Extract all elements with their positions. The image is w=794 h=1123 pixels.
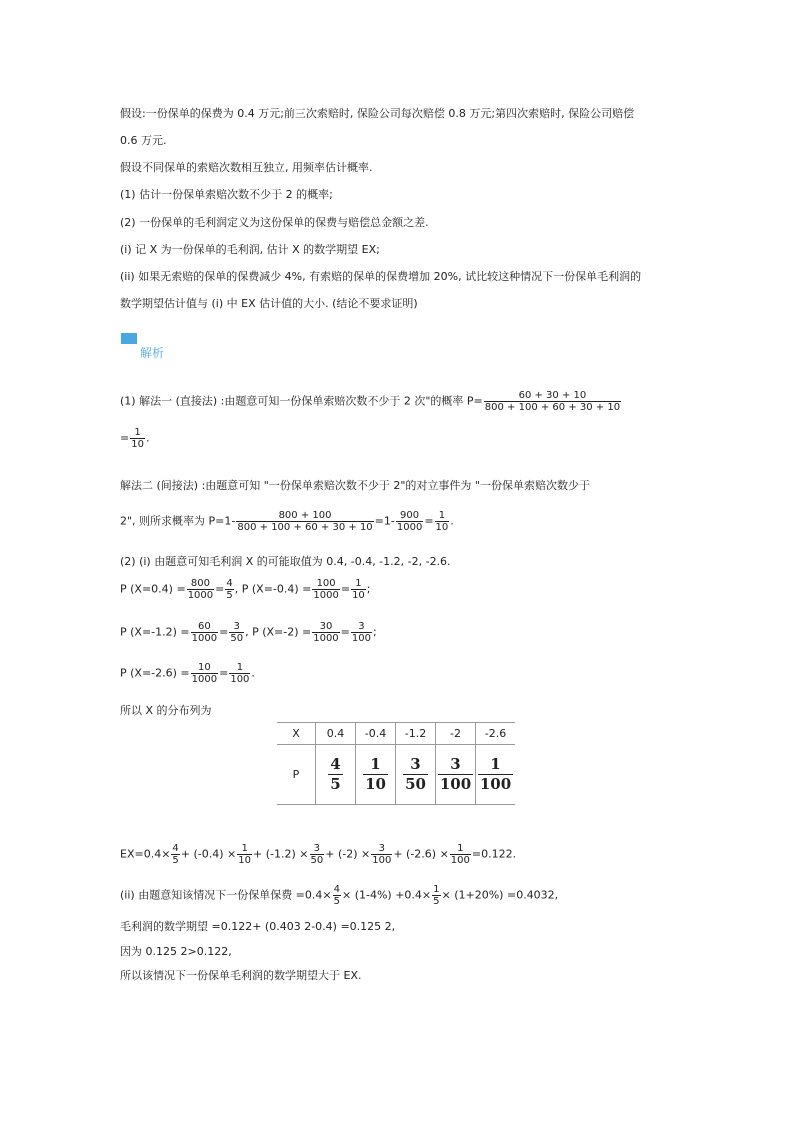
method-2-fraction-3 [435,510,450,533]
fraction-numerator: 3 [358,621,365,632]
fraction-denominator: 100 [372,855,392,866]
fraction-numerator: 1 [355,578,362,589]
question-2-ii-line-1: (ii) 如果无索赔的保单的保费减少 4%, 有索赔的保单的保费增加 20%, 试比较这种情况下一份保单毛利润的 [120,270,642,283]
assumption-line-3: 假设不同保单的索赔次数相互独立, 用频率估计概率. [120,161,373,174]
table-cell-p [476,745,516,805]
fraction-denominator: 10 [435,522,449,533]
fraction-denominator: 10 [365,775,386,793]
expression-text: EX=0.4× [120,847,171,861]
fraction-denominator: 10 [238,855,252,866]
table-cell-x: -2 [436,723,476,745]
fraction-numerator: 3 [233,621,240,632]
probability-label: P (X=-2.6) = [120,666,190,680]
fraction-denominator: 50 [310,855,324,866]
fraction-denominator: 800 + 100 + 60 + 30 + 10 [237,522,373,533]
probability-fraction [191,621,218,644]
equals-sign: = [219,666,229,680]
probability-fraction [351,578,366,601]
equals-sign: = [219,625,229,639]
fraction-numerator: 4 [333,884,340,895]
heading-marker-icon [121,333,137,344]
fraction-denominator: 1000 [313,633,339,644]
expression-text: + (-2.6) × [393,847,449,861]
equals-sign: = [120,431,130,445]
table-cell-x: 0.4 [316,723,356,745]
fraction-numerator: 1 [236,662,244,673]
fraction-denominator: 5 [172,855,179,866]
separator: ; [366,582,371,596]
expression-fraction [333,884,341,907]
fraction-numerator: 3 [410,755,421,773]
fraction-numerator: 1 [134,427,141,438]
fraction-denominator: 100 [450,855,470,866]
probability-label: P (X=0.4) = [120,582,186,596]
separator: ; [372,625,377,639]
equals-sign: = [215,582,225,596]
fraction-numerator: 60 [198,621,211,632]
fraction-denominator: 5 [226,590,233,601]
probability-label: P (X=-2) = [252,625,312,639]
equals-sign: = [340,582,351,596]
method-1-text: (1) 解法一 (直接法) :由题意可知一份保单索赔次数不少于 2 次"的概率 P= [120,394,483,408]
fraction-numerator: 1 [438,510,446,521]
fraction-denominator: 1000 [191,633,218,644]
question-2-ii-line-2: 数学期望估计值与 (i) 中 EX 估计值的大小. (结论不要求证明) [120,297,418,310]
expression-text: (ii) 由题意知该情况下一份保单保费 =0.4× [120,888,332,902]
fraction-numerator: 3 [313,843,321,854]
expectation-line [120,843,516,866]
result-fraction [130,427,145,450]
method-1-line [120,390,622,413]
method-2-fraction [236,510,373,533]
fraction-numerator: 3 [450,755,461,773]
expression-fraction [450,843,471,866]
conclusion: 所以该情况下一份保单毛利润的数学期望大于 EX. [120,969,362,982]
probability-fraction [312,621,339,644]
fraction-denominator: 5 [433,896,440,907]
fraction-denominator: 50 [405,775,426,793]
expression-text: =0.122. [471,847,517,861]
expression-fraction [237,843,252,866]
probability-line-1 [120,578,371,601]
fraction-numerator: 60 + 30 + 10 [518,390,587,401]
fraction-denominator: 50 [230,633,244,644]
table-cell-x: -1.2 [396,723,436,745]
equals-sign: = [340,625,350,639]
fraction-numerator: 4 [172,843,179,854]
method-2-line-1: 解法二 (间接法) :由题意可知 "一份保单索赔次数不少于 2"的对立事件为 "一份保单索赔次数少于 [120,479,590,492]
fraction-numerator: 4 [330,755,341,773]
fraction-denominator: 1000 [396,522,423,533]
table-header-x: X [277,723,316,745]
part-2-ii-line [120,884,558,907]
fraction-denominator: 100 [479,775,512,793]
fraction-denominator: 5 [330,775,341,793]
expression-fraction [432,884,440,907]
method-2-line-2 [120,510,454,533]
probability-fraction [229,662,250,685]
period: . [450,514,454,528]
table-cell-x: -0.4 [356,723,396,745]
fraction-numerator: 800 [190,578,210,589]
question-1: (1) 估计一份保单索赔次数不少于 2 的概率; [120,188,333,201]
fraction-numerator: 1 [433,884,440,895]
table-cell-p [436,745,476,805]
method-2-prefix: 2", 则所求概率为 P=1- [120,514,236,528]
probability-label: P (X=-0.4) = [241,582,312,596]
probability-line-3 [120,662,255,685]
fraction-numerator: 1 [241,843,248,854]
fraction-denominator: 1000 [313,590,339,601]
expression-fraction [371,843,392,866]
fraction-numerator: 30 [319,621,333,632]
fraction-denominator: 100 [439,775,472,793]
separator: , [234,582,242,596]
probability-fraction [229,621,244,644]
table-row-p [277,745,515,805]
fraction-numerator: 1 [457,843,464,854]
probability-fraction [187,578,214,601]
method-2-fraction-2 [396,510,423,533]
probability-fraction [191,662,218,685]
comparison: 因为 0.125 2>0.122, [120,945,232,958]
fraction-numerator: 10 [198,662,211,673]
assumption-line-2: 0.6 万元. [120,134,167,147]
fraction-denominator: 100 [230,674,250,685]
probability-fraction [225,578,233,601]
fraction-denominator: 100 [351,633,371,644]
method-1-fraction [484,390,621,413]
table-cell-x: -2.6 [476,723,516,745]
table-cell-p [396,745,436,805]
table-header-p: P [277,745,316,805]
probability-line-2 [120,621,377,644]
fraction-numerator: 800 + 100 [278,510,332,521]
table-cell-p [316,745,356,805]
fraction-denominator: 1000 [187,590,214,601]
method-1-result [120,427,149,450]
question-2-i: (i) 记 X 为一份保单的毛利润, 估计 X 的数学期望 EX; [120,243,380,256]
expression-text: × (1+20%) =0.4032, [441,888,559,902]
fraction-denominator: 10 [131,439,144,450]
fraction-numerator: 900 [400,510,420,521]
table-cell-p [356,745,396,805]
equals-text: =1- [374,514,395,528]
fraction-numerator: 1 [370,755,381,773]
fraction-denominator: 10 [352,590,365,601]
expression-text: + (-2) × [325,847,371,861]
fraction-denominator: 800 + 100 + 60 + 30 + 10 [484,402,621,413]
expression-text: × (1-4%) +0.4× [342,888,432,902]
table-row-x [277,723,515,745]
fraction-denominator: 5 [333,896,340,907]
equals-sign: = [424,514,434,528]
probability-fraction [351,621,372,644]
question-2: (2) 一份保单的毛利润定义为这份保单的保费与赔偿总金额之差. [120,216,429,229]
fraction-numerator: 4 [226,578,233,589]
probability-fraction [312,578,339,601]
expression-text: + (-0.4) × [180,847,237,861]
expression-fraction [171,843,179,866]
fraction-numerator: 1 [490,755,501,773]
separator: , [245,625,253,639]
probability-label: P (X=-1.2) = [120,625,190,639]
fraction-numerator: 100 [316,578,336,589]
solution-heading: 解析 [140,346,165,360]
period: . [145,431,150,445]
distribution-table [277,722,515,805]
expression-text: + (-1.2) × [253,847,309,861]
part-2-i-intro: (2) (i) 由题意可知毛利润 X 的可能取值为 0.4, -0.4, -1.2, -2, -2.6. [120,555,451,568]
separator: . [251,666,255,680]
assumption-line-1: 假设:一份保单的保费为 0.4 万元;前三次索赔时, 保险公司每次赔偿 0.8 万元;第四次索赔时, 保险公司赔偿 [120,107,635,120]
fraction-numerator: 3 [378,843,385,854]
fraction-denominator: 1000 [191,674,218,685]
profit-expectation: 毛利润的数学期望 =0.122+ (0.403 2-0.4) =0.125 2, [120,920,396,933]
distribution-intro: 所以 X 的分布列为 [120,704,212,717]
expression-fraction [310,843,325,866]
